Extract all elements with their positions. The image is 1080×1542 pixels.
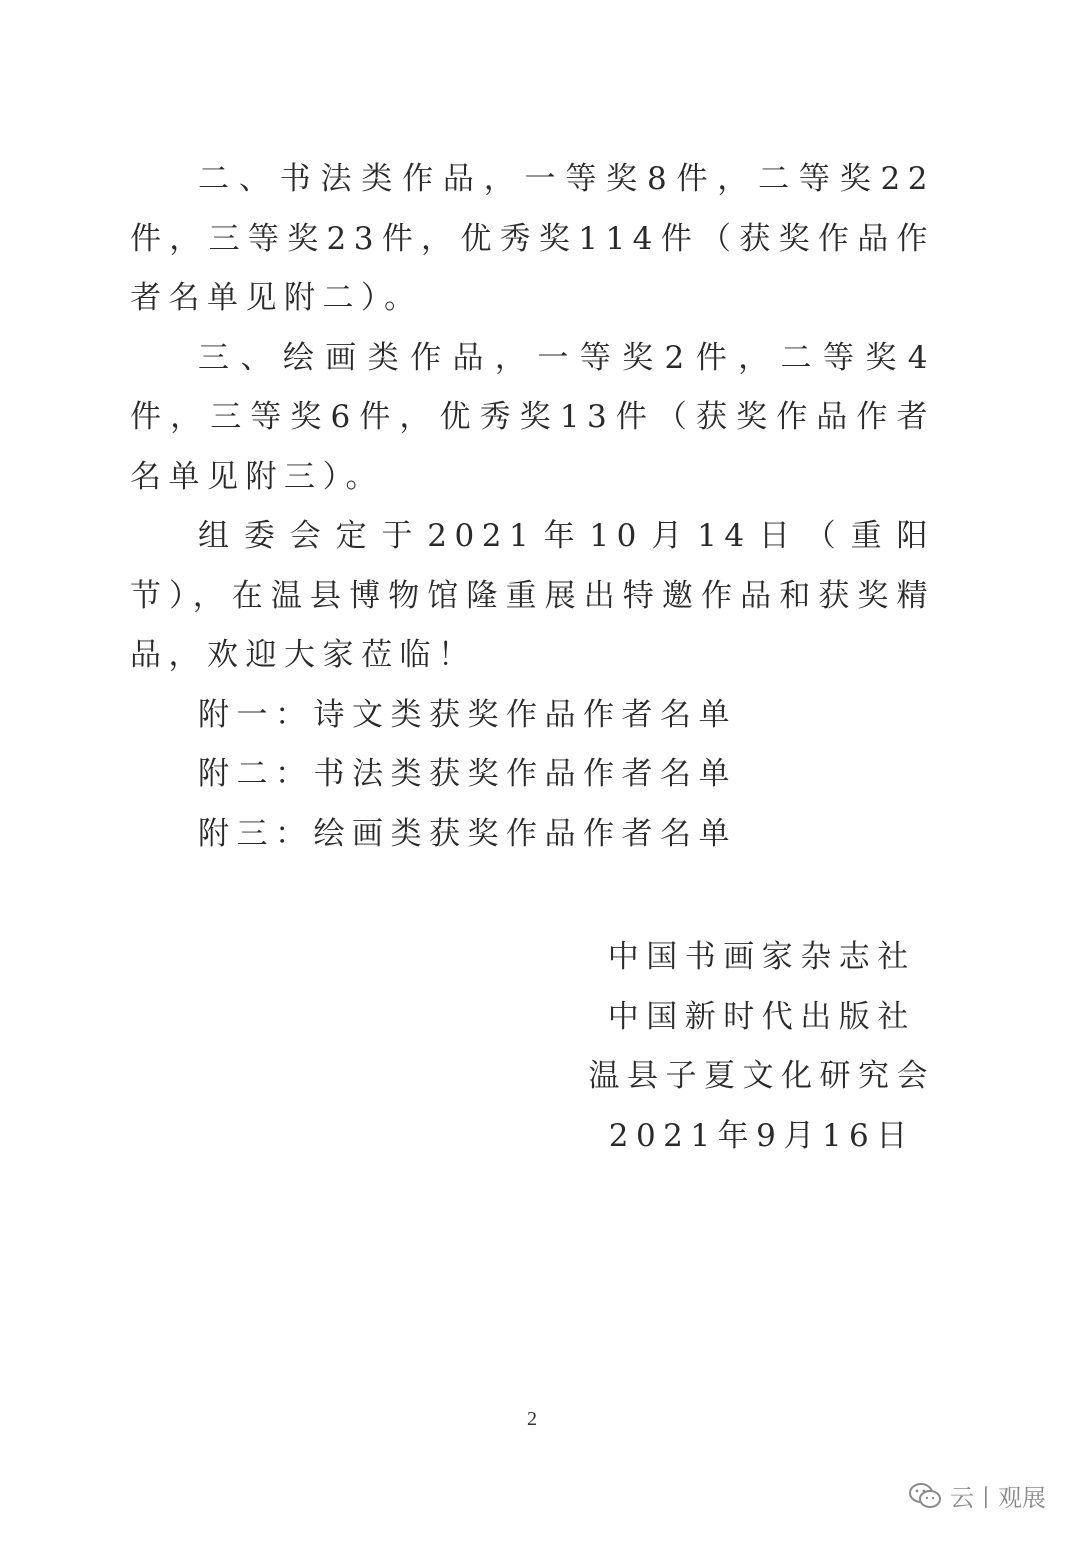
wechat-icon <box>908 1482 942 1510</box>
paragraph-painting: 三、绘画类作品，一等奖2件，二等奖4件，三等奖6件，优秀奖13件（获奖作品作者名单见附三）。 <box>130 339 935 495</box>
watermark <box>908 1478 1046 1513</box>
attachment-3: 附三：绘画类获奖作品作者名单 <box>198 815 737 852</box>
signature-org-1: 中国书画家杂志社 <box>607 939 916 975</box>
signature-date: 2021年9月16日 <box>608 1117 915 1154</box>
watermark-text: 云丨观展 <box>950 1484 1046 1512</box>
signature-block <box>589 928 936 1166</box>
attachment-1: 附一：诗文类获奖作品作者名单 <box>198 696 737 733</box>
attachment-2: 附二：书法类获奖作品作者名单 <box>198 756 737 792</box>
paragraph-exhibition: 组委会定于2021年10月14日（重阳节），在温县博物馆隆重展出特邀作品和获奖精品，欢迎大家莅临！ <box>130 518 935 673</box>
document-body <box>130 150 935 864</box>
paragraph-calligraphy: 二、书法类作品，一等奖8件，二等奖22件，三等奖23件，优秀奖114件（获奖作品作者名单见附二）。 <box>130 161 935 316</box>
page-number: 2 <box>527 1408 537 1430</box>
signature-org-3: 温县子夏文化研究会 <box>588 1058 935 1094</box>
signature-org-2: 中国新时代出版社 <box>607 998 916 1035</box>
